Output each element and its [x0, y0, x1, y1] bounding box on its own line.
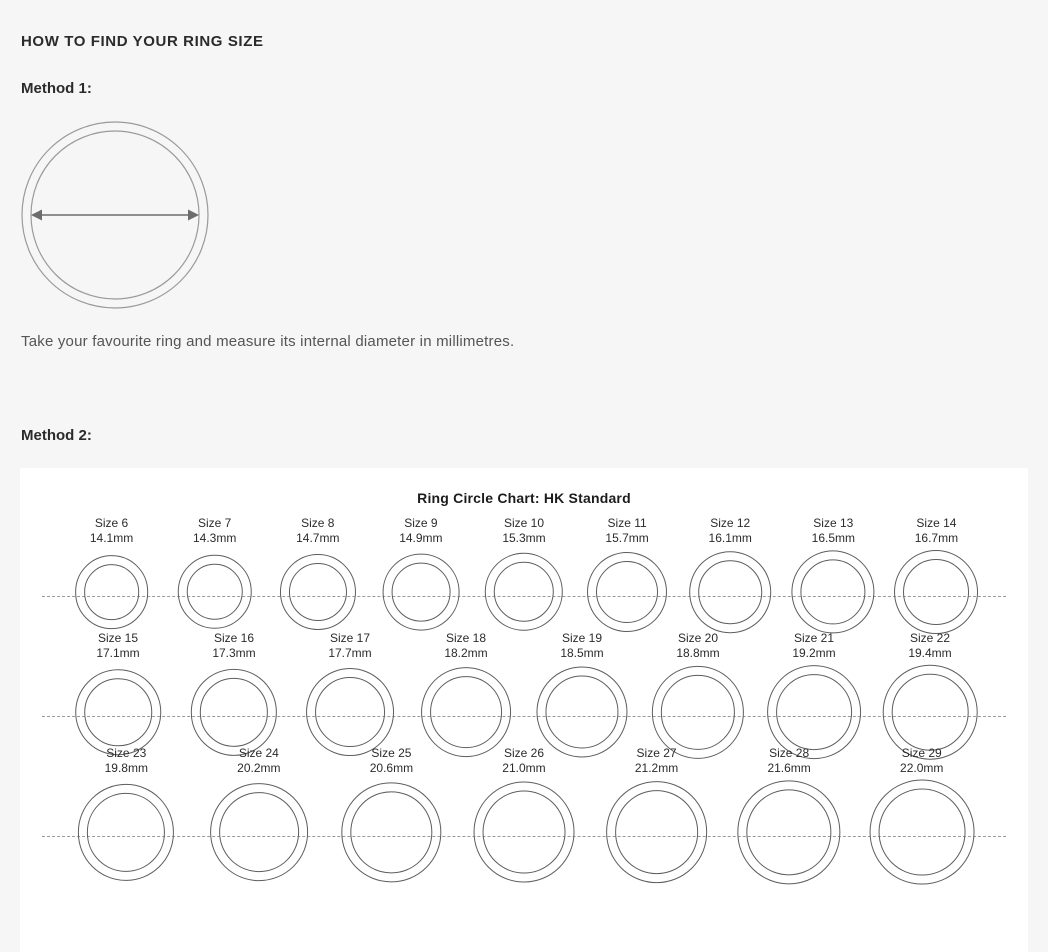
ring-size-label: Size 23	[106, 746, 147, 760]
ring-size-label: Size 14	[916, 516, 957, 530]
ring-diameter-label: 19.2mm	[792, 646, 836, 660]
ring-circle-graphic	[689, 551, 771, 633]
ring-size-label: Size 21	[793, 631, 835, 645]
ring-circle-graphic	[652, 666, 744, 758]
ring-circle-graphic	[342, 783, 441, 882]
ring-size-cell	[60, 516, 163, 629]
chart-title: Ring Circle Chart: HK Standard	[417, 490, 631, 506]
ring-size-cell	[266, 516, 369, 630]
ring-size-label: Size 28	[769, 746, 810, 760]
ring-size-label: Size 16	[213, 631, 255, 645]
ring-diameter-label: 16.5mm	[811, 531, 855, 545]
ring-size-cell	[408, 631, 524, 757]
ring-size-label: Size 11	[607, 516, 647, 530]
ring-diameter-label: 22.0mm	[900, 761, 944, 775]
ring-circle-graphic	[421, 667, 511, 757]
ring-size-label: Size 26	[503, 746, 544, 760]
ring-inner-circle	[483, 791, 566, 874]
ring-circle-graphic	[382, 554, 459, 631]
ring-size-cell	[576, 516, 679, 632]
ring-inner-circle	[903, 559, 969, 625]
ring-chart-row	[20, 631, 1028, 743]
ring-circle-graphic	[78, 784, 174, 880]
ring-inner-circle	[878, 789, 965, 876]
ring-circle-graphic	[536, 667, 627, 758]
ring-inner-circle	[84, 679, 152, 747]
ring-size-label: Size 24	[238, 746, 279, 760]
ring-chart-row	[20, 516, 1028, 626]
ring-inner-circle	[892, 674, 969, 751]
ring-diameter-label: 15.3mm	[502, 531, 546, 545]
ring-diameter-label: 17.3mm	[212, 646, 256, 660]
ring-circle-graphic	[737, 781, 840, 884]
ring-diameter-label: 19.4mm	[908, 646, 952, 660]
method-1-caption: Take your favourite ring and measure its internal diameter in millimetres.	[21, 333, 515, 350]
ring-size-cell	[885, 516, 988, 634]
ring-circle-graphic	[474, 782, 575, 883]
ring-inner-circle	[746, 790, 831, 875]
ring-inner-circle	[391, 563, 450, 622]
ring-size-label: Size 22	[909, 631, 951, 645]
ring-size-cell	[756, 631, 872, 759]
ring-size-cell	[60, 746, 193, 881]
ring-chart-row	[20, 746, 1028, 858]
ring-size-label: Size 8	[301, 516, 335, 530]
ring-diameter-label: 20.6mm	[369, 761, 414, 775]
ring-circle-graphic	[894, 550, 978, 634]
ring-inner-circle	[661, 675, 735, 749]
ring-inner-circle	[289, 563, 347, 621]
ring-inner-circle	[430, 676, 502, 748]
ring-size-label: Size 20	[677, 631, 719, 645]
ring-size-cell	[872, 631, 988, 760]
ring-size-label: Size 13	[813, 516, 854, 530]
ring-circle-graphic	[75, 670, 161, 756]
ring-size-label: Size 27	[636, 746, 677, 760]
ring-size-cell	[292, 631, 408, 756]
ring-size-cell	[782, 516, 885, 634]
ring-diameter-label: 21.0mm	[502, 761, 546, 775]
ring-size-label: Size 9	[404, 516, 438, 530]
ring-size-cell	[325, 746, 458, 882]
ring-size-label: Size 7	[197, 516, 232, 530]
ring-circle-graphic	[191, 669, 277, 755]
ring-circle-graphic	[280, 554, 356, 630]
ring-size-cell	[640, 631, 756, 758]
ring-diameter-label: 21.2mm	[634, 761, 679, 775]
ring-diameter-svg	[20, 120, 210, 310]
ring-diameter-label: 15.7mm	[605, 531, 649, 545]
ring-size-cell	[723, 746, 856, 884]
ring-circle-graphic	[587, 552, 667, 632]
ring-size-label: Size 10	[503, 516, 544, 530]
ring-size-cell	[472, 516, 575, 631]
ring-size-label: Size 6	[94, 516, 129, 530]
ring-circle-chart-panel	[20, 468, 1028, 952]
ring-size-label: Size 29	[901, 746, 942, 760]
ring-circle-graphic	[606, 782, 708, 884]
ring-diameter-label: 14.7mm	[296, 531, 340, 545]
ring-circle-graphic	[792, 550, 875, 633]
ring-size-cell	[590, 746, 723, 883]
ring-diameter-label: 18.2mm	[444, 646, 488, 660]
ring-size-cell	[163, 516, 266, 629]
page-title: HOW TO FIND YOUR RING SIZE	[21, 33, 264, 50]
ring-inner-circle	[545, 676, 618, 749]
ring-circle-graphic	[177, 555, 251, 629]
ring-circle-graphic	[306, 668, 394, 756]
ring-size-label: Size 12	[710, 516, 751, 530]
ring-inner-circle	[776, 674, 852, 750]
ring-inner-circle	[219, 793, 299, 873]
ring-inner-circle	[315, 677, 385, 747]
ring-diameter-label: 16.1mm	[708, 531, 752, 545]
ring-diameter-label: 17.1mm	[96, 646, 140, 660]
ring-inner-circle	[615, 791, 699, 875]
ring-diameter-label: 21.6mm	[767, 761, 811, 775]
ring-inner-circle	[596, 561, 658, 623]
ring-size-cell	[855, 746, 988, 885]
ring-size-label: Size 15	[97, 631, 139, 645]
ring-diameter-diagram	[20, 120, 210, 310]
ring-inner-circle	[698, 560, 762, 624]
ring-size-cell	[679, 516, 782, 633]
ring-size-cell	[369, 516, 472, 630]
ring-circle-graphic	[210, 784, 308, 882]
ring-inner-circle	[801, 559, 866, 624]
ring-size-cell	[524, 631, 640, 758]
ring-size-label: Size 18	[445, 631, 487, 645]
ring-diameter-label: 19.8mm	[104, 761, 148, 775]
ring-diameter-label: 16.7mm	[914, 531, 959, 545]
ring-diameter-label: 14.1mm	[89, 531, 134, 545]
ring-diameter-label: 14.3mm	[192, 531, 237, 545]
ring-size-label: Size 19	[561, 631, 603, 645]
ring-size-cell	[176, 631, 292, 755]
ring-diameter-label: 20.2mm	[237, 761, 281, 775]
ring-diameter-label: 17.7mm	[328, 646, 372, 660]
ring-diameter-label: 18.5mm	[560, 646, 604, 660]
ring-circle-graphic	[75, 555, 149, 629]
ring-circle-graphic	[869, 780, 974, 885]
ring-size-cell	[193, 746, 326, 881]
method-2-label: Method 2:	[21, 427, 92, 444]
ring-diameter-label: 18.8mm	[676, 646, 720, 660]
ring-inner-circle	[84, 564, 140, 620]
method-1-label: Method 1:	[21, 80, 92, 97]
ring-size-label: Size 17	[329, 631, 371, 645]
ring-circle-graphic	[485, 553, 563, 631]
ring-size-label: Size 25	[371, 746, 412, 760]
ring-size-cell	[60, 631, 176, 755]
ring-inner-circle	[87, 793, 165, 871]
ring-diameter-label: 14.9mm	[399, 531, 443, 545]
ring-size-cell	[458, 746, 591, 883]
